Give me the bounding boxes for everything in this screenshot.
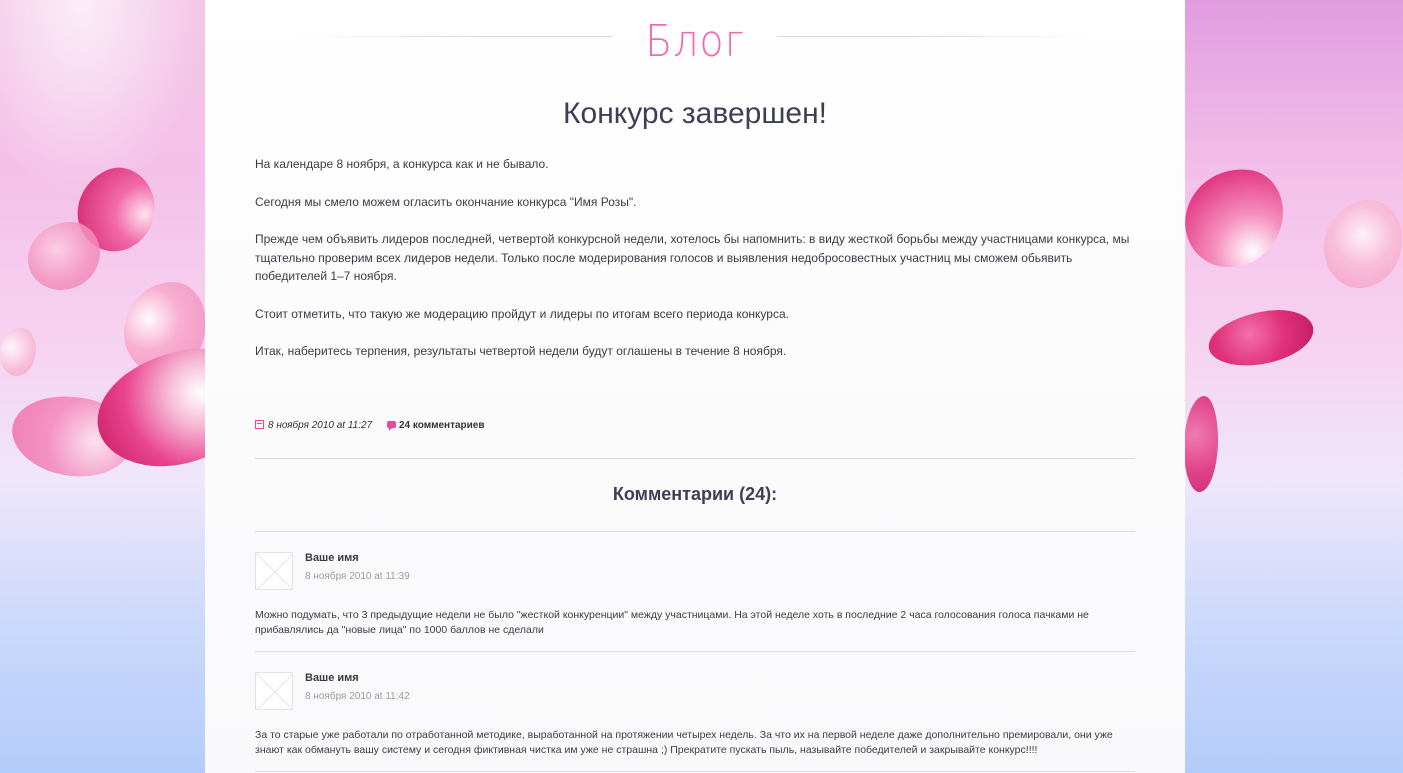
calendar-icon — [255, 420, 264, 429]
divider — [255, 531, 1135, 532]
post-meta — [255, 420, 485, 431]
comments-link[interactable] — [387, 420, 485, 431]
background-glow — [1185, 0, 1403, 180]
avatar-placeholder-icon — [255, 552, 293, 590]
post-paragraph: Сегодня мы смело можем огласить окончание конкурса "Имя Розы". — [255, 194, 637, 209]
comment-text: Можно подумать, что 3 предыдущие недели не было "жесткой конкуренции" между участницами. На этой неделе хоть в последние 2 часа голосования голоса пачками не прибавлялись да "новые лица" по 1000 баллов не сделали — [255, 609, 1089, 636]
post-paragraph: Стоит отметить, что такую же модерацию пройдут и лидеры по итогам всего периода конкурса. — [255, 306, 789, 321]
rose-petal-decoration — [28, 222, 100, 290]
comment-author: Ваше имя — [305, 552, 359, 564]
post-paragraph: Прежде чем объявить лидеров последней, четвертой конкурсной недели, хотелось бы напомнить: в виду жесткой борьбы между участницами конкурса, мы тщательно проверим всех лидеров недели. Только после модерирования голосов и выявления недобросовестных участниц мы сможем обьявить победителей 1–7 ноября. — [255, 232, 1130, 283]
comments-title: Комментарии (24): — [612, 484, 778, 504]
header-divider — [777, 36, 1097, 37]
comments-link-label[interactable]: 24 комментариев — [398, 420, 485, 431]
post-paragraph: Итак, наберитесь терпения, результаты четвертой недели будут оглашены в течение 8 ноября. — [255, 344, 787, 358]
post-body — [255, 155, 1140, 380]
avatar-placeholder-icon — [255, 672, 293, 710]
blog-title: Блог — [645, 16, 745, 67]
rose-petal-decoration — [1184, 396, 1218, 492]
blog-header — [205, 14, 1185, 67]
comment-author: Ваше имя — [305, 672, 359, 684]
background-glow — [0, 0, 205, 200]
divider — [255, 771, 1135, 772]
rose-petal-decoration — [0, 328, 36, 376]
post-title: Конкурс завершен! — [563, 97, 827, 130]
divider — [255, 651, 1135, 652]
post-date: 8 ноября 2010 at 11:27 — [268, 420, 373, 431]
comment-date: 8 ноября 2010 at 11:39 — [305, 571, 410, 582]
comment-date: 8 ноября 2010 at 11:42 — [305, 691, 410, 702]
rose-petal-decoration — [1205, 305, 1317, 371]
divider — [255, 458, 1135, 459]
comment-bubble-icon — [387, 421, 396, 428]
content-panel — [205, 0, 1185, 773]
comment-text: За то старые уже работали по отработанной методике, выработанной на протяжении четырех недель. За что их на первой неделе даже дополнительно премировали, они уже знают как обмануть вашу систему и сегодня фиктивная чистка им уже не страшна ;) Прекратите пускать пыль, называйте победителей и закрывайте конкурс!!!! — [255, 729, 1113, 756]
post-paragraph: На календаре 8 ноября, а конкурса как и не бывало. — [255, 157, 549, 171]
rose-petal-decoration — [1324, 200, 1402, 288]
